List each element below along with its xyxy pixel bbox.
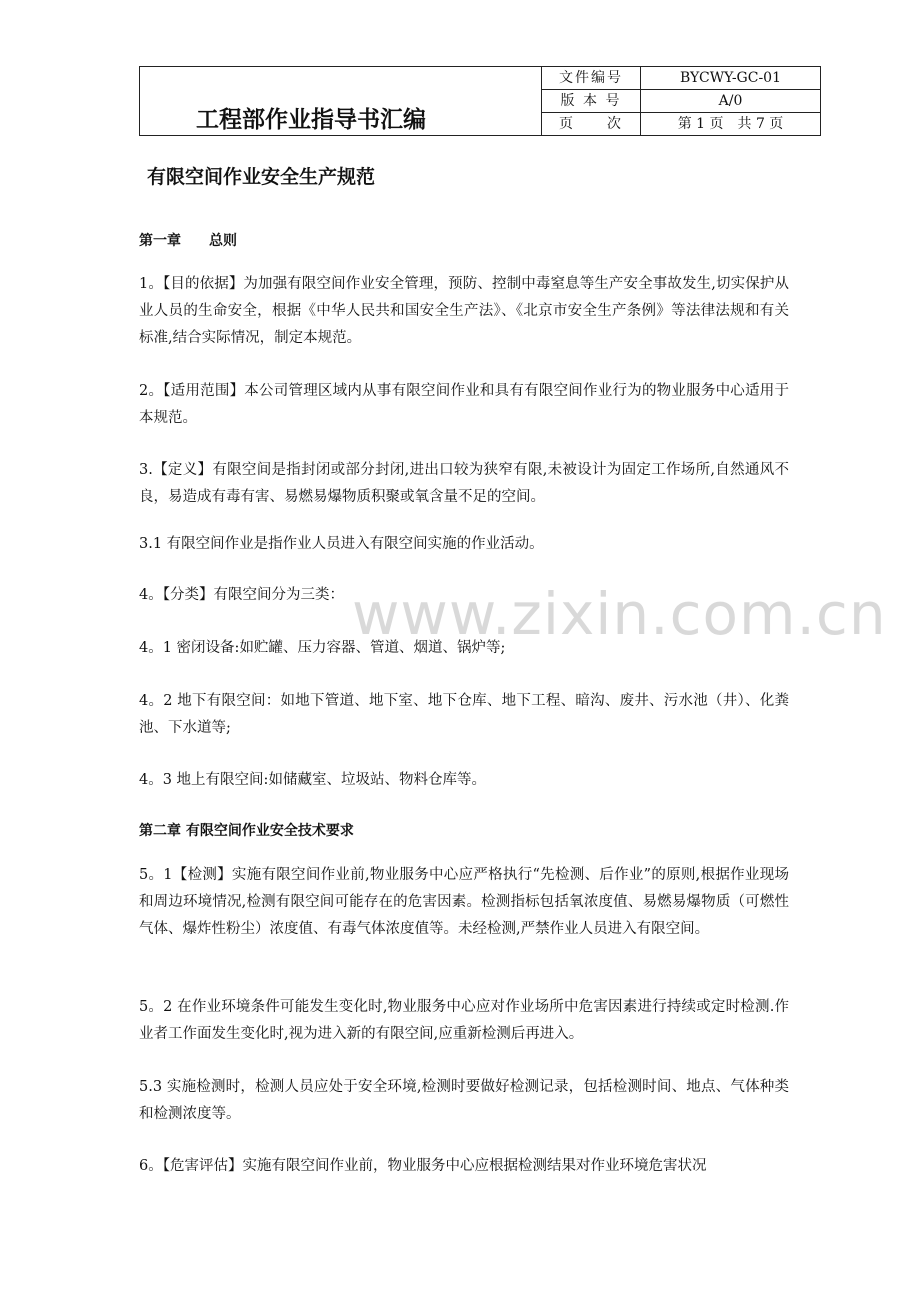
paragraph-4-1: 4。1 密闭设备:如贮罐、压力容器、管道、烟道、锅炉等; [139,640,506,656]
paragraph-4-3: 4。3 地上有限空间:如储藏室、垃圾站、物料仓库等。 [139,772,486,788]
chapter-heading-1: 第一章 总则 [139,233,237,249]
document-title: 有限空间作业安全生产规范 [147,166,376,188]
paragraph-4: 4。【分类】有限空间分为三类： [139,587,344,603]
paragraph-6: 6。【危害评估】实施有限空间作业前，物业服务中心应根据检测结果对作业环境危害状况 [139,1158,707,1174]
paragraph-4-2: 4。2 地下有限空间：如地下管道、地下室、地下仓库、地下工程、暗沟、废井、污水池（井）、化粪池、下水道等; [139,693,789,736]
header-row-file-number [542,67,820,90]
header-meta [542,67,820,135]
header-title-cell [140,67,542,135]
header-title: 工程部作业指导书汇编 [196,107,426,133]
paragraph-5-1: 5。1【检测】实施有限空间作业前,物业服务中心应严格执行“先检测、后作业”的原则,根据作业现场和周边环境情况,检测有限空间可能存在的危害因素。检测指标包括氧浓度值、易燃易爆物质（可燃性气体、爆炸性粉尘）浓度值、有毒气体浓度值等。未经检测,严禁作业人员进入有限空间。 [139,867,789,937]
paragraph-3: 3.【定义】有限空间是指封闭或部分封闭,进出口较为狭窄有限,未被设计为固定工作场所,自然通风不良，易造成有毒有害、易燃易爆物质积聚或氧含量不足的空间。 [139,462,789,505]
header-key: 页 次 [542,113,641,135]
watermark: www.zixin.com.cn [352,580,887,648]
header-key: 文件编号 [542,67,641,89]
header-value: BYCWY-GC-01 [679,70,781,86]
paragraph-5-3: 5.3 实施检测时，检测人员应处于安全环境,检测时要做好检测记录，包括检测时间、地点、气体种类和检测浓度等。 [139,1079,789,1122]
paragraph-2: 2。【适用范围】本公司管理区域内从事有限空间作业和具有有限空间作业行为的物业服务中心适用于本规范。 [139,383,789,426]
header-key: 版 本 号 [542,90,641,112]
paragraph-1: 1。【目的依据】为加强有限空间作业安全管理，预防、控制中毒窒息等生产安全事故发生,切实保护从业人员的生命安全，根据《中华人民共和国安全生产法》、《北京市安全生产条例》等法律法规和有关标准,结合实际情况，制定本规范。 [139,276,789,346]
paragraph-3-1: 3.1 有限空间作业是指作业人员进入有限空间实施的作业活动。 [139,536,544,552]
paragraph-5-2: 5。2 在作业环境条件可能发生变化时,物业服务中心应对作业场所中危害因素进行持续或定时检测.作业者工作面发生变化时,视为进入新的有限空间,应重新检测后再进入。 [139,999,789,1042]
header-row-version [542,90,820,113]
header-value: 第 1 页 共 7 页 [677,116,784,132]
header-row-page [542,113,820,135]
header-value: A/0 [718,93,743,109]
header-table [139,66,821,136]
chapter-heading-2: 第二章 有限空间作业安全技术要求 [139,823,354,839]
